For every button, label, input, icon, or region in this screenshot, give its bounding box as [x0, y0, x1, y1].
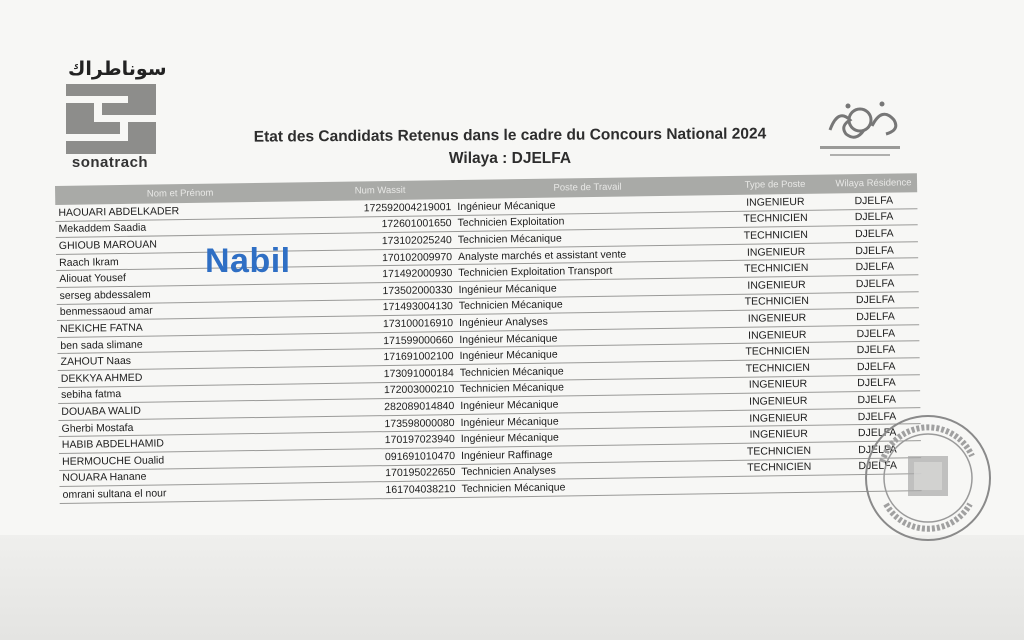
cell-poste: Technicien Analyses	[461, 464, 556, 479]
cell-name: HABIB ABDELHAMID	[61, 437, 165, 452]
cell-type: TECHNICIEN	[745, 344, 810, 358]
cell-wilaya: DJELFA	[858, 459, 898, 473]
cell-poste: Technicien Mécanique	[461, 481, 566, 495]
cell-num: 171691002100	[383, 350, 454, 364]
cell-type: INGENIEUR	[749, 427, 809, 441]
cell-name: Aliouat Yousef	[59, 272, 127, 286]
cell-wilaya: DJELFA	[856, 327, 896, 340]
cell-num: 173091000184	[383, 366, 454, 380]
cell-num: 171492000930	[382, 267, 453, 281]
watermark-text: Nabil	[205, 242, 291, 280]
cell-poste: Ingénieur Mécanique	[459, 348, 558, 363]
cell-type: TECHNICIEN	[744, 295, 809, 309]
cell-type: INGENIEUR	[749, 411, 808, 425]
cell-poste: Ingénieur Mécanique	[460, 415, 559, 429]
col-header-num: Num Wassit	[354, 184, 406, 197]
logo-arabic-text: سوناطراك	[68, 58, 167, 80]
cell-poste: Analyste marchés et assistant vente	[458, 248, 627, 263]
cell-type: INGENIEUR	[749, 394, 808, 408]
cell-name: benmessaoud amar	[59, 304, 153, 319]
cell-wilaya: DJELFA	[857, 410, 897, 423]
cell-name: serseg abdessalem	[59, 288, 151, 302]
cell-wilaya: DJELFA	[854, 227, 894, 241]
cell-poste: Technicien Exploitation Transport	[458, 264, 613, 280]
page-shadow	[0, 535, 1024, 640]
table-body	[55, 192, 921, 503]
cell-num: 172003000210	[383, 383, 455, 397]
cell-type: TECHNICIEN	[746, 444, 812, 458]
col-header-poste: Poste de Travail	[553, 181, 622, 194]
candidates-table	[55, 173, 922, 503]
cell-num: 172592004219001	[363, 200, 452, 215]
cell-wilaya: DJELFA	[855, 277, 895, 290]
col-header-name: Nom et Prénom	[146, 187, 214, 200]
cell-wilaya: DJELFA	[857, 426, 897, 440]
cell-num: 282089014840	[384, 400, 455, 414]
cell-name: GHIOUB MAROUAN	[58, 238, 157, 252]
cell-name: DEKKYA AHMED	[60, 371, 143, 385]
cell-poste: Technicien Mécanique	[459, 381, 565, 396]
cell-type: INGENIEUR	[747, 278, 806, 292]
cell-wilaya: DJELFA	[854, 194, 894, 207]
cell-num: 173598000080	[384, 416, 455, 430]
cell-poste: Ingénieur Mécanique	[457, 199, 556, 213]
cell-poste: Ingénieur Mécanique	[458, 282, 557, 296]
cell-num: 173502000330	[382, 283, 453, 297]
anem-logo-icon	[800, 90, 920, 170]
cell-name: HAOUARI ABDELKADER	[58, 204, 180, 219]
cell-num: 172601001650	[381, 217, 452, 231]
cell-type: INGENIEUR	[747, 311, 807, 325]
cell-type: TECHNICIEN	[745, 361, 810, 375]
cell-num: 161704038210	[385, 482, 456, 497]
cell-type: TECHNICIEN	[747, 461, 812, 475]
cell-wilaya: DJELFA	[856, 310, 895, 324]
cell-wilaya: DJELFA	[855, 293, 895, 307]
cell-wilaya: DJELFA	[856, 360, 896, 373]
cell-wilaya: DJELFA	[855, 244, 894, 257]
cell-type: INGENIEUR	[746, 195, 805, 209]
cell-poste: Ingénieur Mécanique	[459, 332, 558, 346]
cell-type: INGENIEUR	[748, 328, 807, 342]
col-header-wilaya: Wilaya Résidence	[835, 177, 912, 190]
cell-name: omrani sultana el nour	[62, 487, 167, 501]
cell-poste: Technicien Mécanique	[458, 298, 563, 313]
cell-num: 171599000660	[383, 333, 454, 347]
col-header-type: Type de Poste	[744, 178, 806, 191]
cell-type: TECHNICIEN	[743, 212, 808, 226]
page-subtitle: Wilaya : DJELFA	[448, 150, 572, 167]
cell-num: 170102009970	[381, 250, 453, 264]
cell-type: INGENIEUR	[748, 378, 808, 392]
cell-num: 091691010470	[384, 449, 456, 463]
cell-name: Raach Ikram	[59, 255, 119, 269]
cell-name: Gherbi Mostafa	[61, 421, 134, 435]
cell-wilaya: DJELFA	[857, 393, 897, 407]
cell-type: TECHNICIEN	[743, 228, 808, 242]
cell-name: HERMOUCHE Oualid	[62, 454, 165, 468]
cell-num: 170195022650	[385, 466, 456, 480]
cell-wilaya: DJELFA	[854, 210, 894, 224]
cell-poste: Ingénieur Mécanique	[460, 431, 559, 446]
cell-name: DOUABA WALID	[61, 404, 141, 418]
cell-type: TECHNICIEN	[744, 262, 809, 275]
cell-name: NEKICHE FATNA	[60, 321, 143, 335]
cell-poste: Ingénieur Analyses	[458, 315, 548, 329]
cell-num: 173102025240	[381, 234, 452, 248]
cell-type	[725, 483, 835, 485]
cell-num: 170197023940	[384, 433, 455, 447]
cell-name: NOUARA Hanane	[62, 470, 147, 485]
cell-type: INGENIEUR	[746, 245, 806, 259]
cell-wilaya: DJELFA	[856, 343, 896, 357]
cell-poste: Ingénieur Raffinage	[460, 448, 553, 462]
cell-poste: Technicien Mécanique	[459, 365, 564, 379]
page-title: Etat des Candidats Retenus dans le cadre du Concours National 2024	[253, 125, 767, 146]
cell-num: 173100016910	[382, 317, 454, 331]
cell-name: Mekaddem Saadia	[58, 222, 147, 236]
sonatrach-logo-icon	[66, 84, 156, 154]
stamp-seal-icon	[862, 412, 994, 544]
cell-wilaya: DJELFA	[857, 376, 896, 390]
cell-num: 171493004130	[382, 300, 453, 314]
cell-name: sebiha fatma	[61, 388, 122, 402]
cell-name: ZAHOUT Naas	[60, 355, 132, 369]
cell-wilaya: DJELFA	[858, 443, 897, 456]
cell-wilaya: DJELFA	[855, 260, 895, 274]
cell-poste: Ingénieur Mécanique	[460, 398, 559, 412]
logo-name: sonatrach	[71, 154, 149, 171]
cell-poste: Technicien Exploitation	[457, 215, 565, 230]
cell-poste: Technicien Mécanique	[457, 232, 562, 247]
cell-name: ben sada slimane	[60, 338, 143, 352]
